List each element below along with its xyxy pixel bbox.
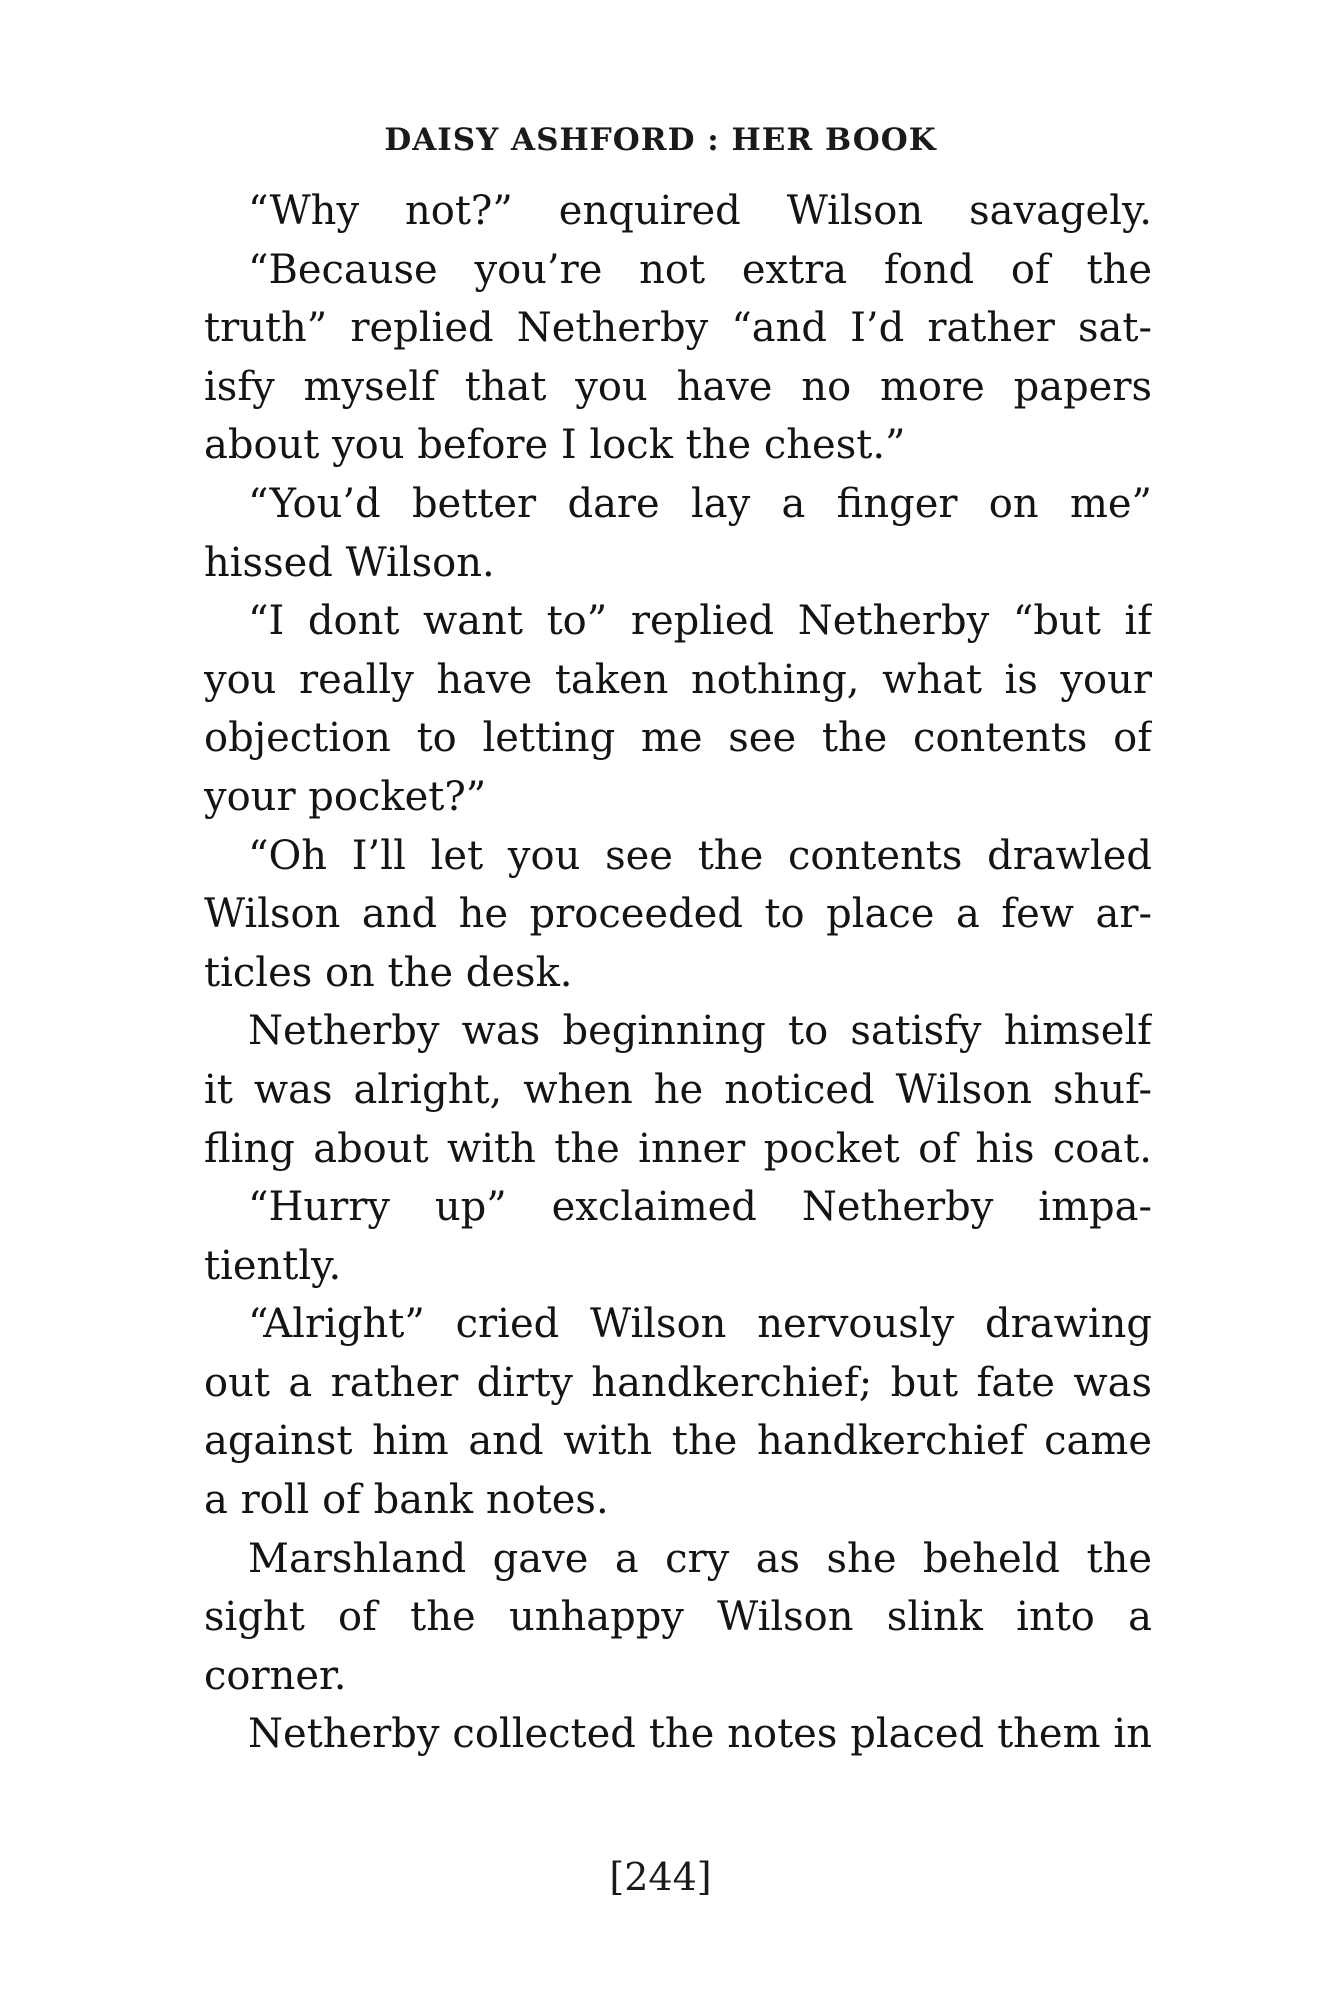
text-line: fling about with the inner pocket of his coat.: [204, 1125, 1152, 1172]
text-line: corner.: [204, 1652, 347, 1699]
text-line: your pocket?”: [204, 773, 487, 820]
text-line: you really have taken nothing, what is your: [204, 656, 1152, 703]
text-line: “Because you’re not extra fond of the: [248, 246, 1152, 293]
text-line: “I dont want to” replied Netherby “but if: [248, 598, 1152, 645]
text-line: sight of the unhappy Wilson slink into a: [204, 1594, 1152, 1641]
page-number: [244]: [609, 1855, 712, 1899]
text-line: “Why not?” enquired Wilson savagely.: [248, 188, 1152, 234]
body-text: [204, 182, 1152, 1764]
text-line: Netherby was beginning to satisfy himself: [248, 1008, 1152, 1055]
text-line: “Oh I’ll let you see the contents drawled: [248, 832, 1152, 879]
text-line: against him and with the handkerchief came: [204, 1418, 1152, 1465]
text-line: a roll of bank notes.: [204, 1477, 609, 1524]
running-head: DAISY ASHFORD : HER BOOK: [384, 122, 937, 158]
text-line: out a rather dirty handkerchief; but fate was: [204, 1359, 1152, 1406]
text-line: it was alright, when he noticed Wilson shuf-: [204, 1066, 1152, 1113]
text-line: Marshland gave a cry as she beheld the: [248, 1535, 1152, 1582]
text-line: “Hurry up” exclaimed Netherby impa-: [248, 1184, 1152, 1231]
text-line: Wilson and he proceeded to place a few ar-: [204, 891, 1152, 938]
text-line: isfy myself that you have no more papers: [204, 363, 1152, 410]
text-line: “Alright” cried Wilson nervously drawing: [248, 1301, 1152, 1348]
text-line: Netherby collected the notes placed them in: [248, 1711, 1152, 1758]
text-line: tiently.: [204, 1242, 342, 1289]
text-line: hissed Wilson.: [204, 539, 495, 586]
text-line: about you before I lock the chest.”: [204, 422, 906, 469]
text-line: ticles on the desk.: [204, 949, 573, 996]
text-line: “You’d better dare lay a finger on me”: [248, 480, 1152, 527]
text-line: truth” replied Netherby “and I’d rather sat-: [204, 305, 1152, 352]
text-line: objection to letting me see the contents of: [204, 715, 1152, 762]
